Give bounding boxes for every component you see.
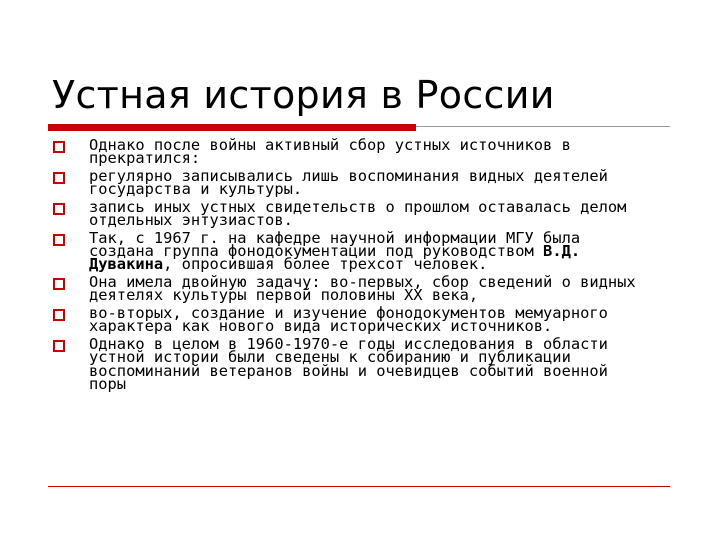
bullet-text: во-вторых, создание и изучение фонодокументов мемуарного характера как нового вида исторических источников. (89, 304, 608, 336)
bullet-text: запись иных устных свидетельств о прошлом оставалась делом отдельных энтузиастов. (89, 198, 627, 230)
bullet-item (48, 167, 678, 199)
square-bullet-icon (53, 309, 65, 321)
bullet-text: Однако после войны активный сбор устных источников в прекратился: (89, 136, 571, 168)
bullet-item (48, 304, 678, 336)
bullet-text: , опросившая более трехсот человек. (163, 255, 488, 274)
bullet-text: Так, с 1967 г. на кафедре научной информации МГУ была создана группа фонодокументации под руководством (89, 229, 581, 261)
square-bullet-icon (53, 203, 65, 215)
bullet-item (48, 198, 678, 230)
bullet-text: Однако в целом в 1960-1970-е годы исследования в области устной истории были сведены к собиранию и публикации воспоминаний ветеранов войны и очевидцев событий военной поры (89, 335, 608, 393)
bullet-item (48, 136, 678, 168)
square-bullet-icon (53, 172, 65, 184)
bullet-text: регулярно записывались лишь воспоминания видных деятелей государства и культуры. (89, 167, 608, 199)
square-bullet-icon (53, 278, 65, 290)
title-underline-rule (416, 126, 670, 127)
bullet-item (48, 273, 678, 305)
title-underline-accent (48, 124, 416, 131)
square-bullet-icon (53, 141, 65, 153)
square-bullet-icon (53, 340, 65, 352)
bullet-text: Она имела двойную задачу: во-первых, сбор сведений о видных деятелях культуры первой половины XX века, (89, 273, 636, 305)
bullet-item (48, 229, 678, 274)
bullet-list (48, 136, 678, 396)
slide-title: Устная история в России (52, 73, 555, 117)
bullet-item (48, 335, 678, 393)
footer-rule (48, 486, 670, 487)
bullet-text-bold: В.Д. Дувакина (89, 242, 581, 274)
square-bullet-icon (53, 234, 65, 246)
